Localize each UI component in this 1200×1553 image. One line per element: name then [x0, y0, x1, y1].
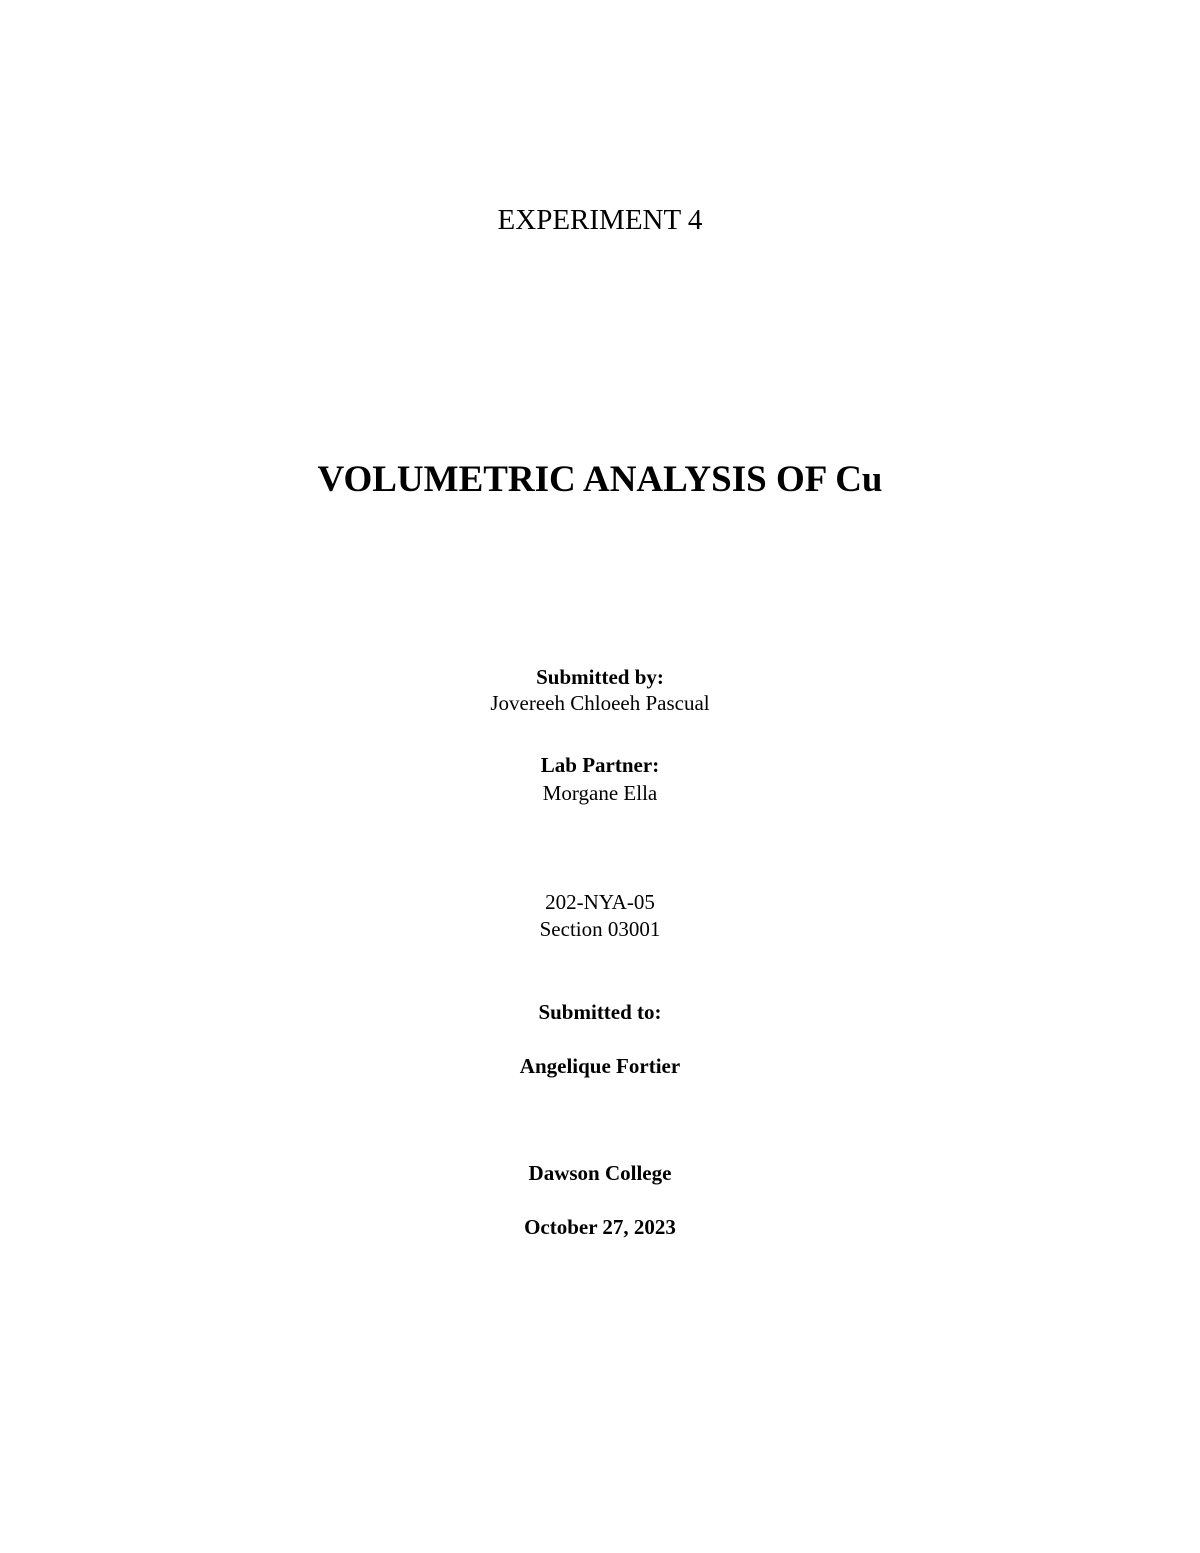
student-name: Jovereeh Chloeeh Pascual — [490, 691, 710, 715]
submitted-to-label: Submitted to: — [538, 1000, 662, 1024]
lab-partner-name: Morgane Ella — [542, 781, 658, 805]
institution-name: Dawson College — [528, 1161, 672, 1185]
submitted-by-label: Submitted by: — [536, 665, 664, 689]
lab-partner-label: Lab Partner: — [540, 753, 660, 777]
report-title: VOLUMETRIC ANALYSIS OF Cu — [317, 459, 883, 500]
experiment-heading: EXPERIMENT 4 — [497, 204, 703, 236]
instructor-name: Angelique Fortier — [519, 1054, 681, 1078]
submission-date: October 27, 2023 — [524, 1215, 676, 1239]
course-code: 202-NYA-05 — [545, 890, 655, 914]
course-section: Section 03001 — [539, 917, 661, 941]
